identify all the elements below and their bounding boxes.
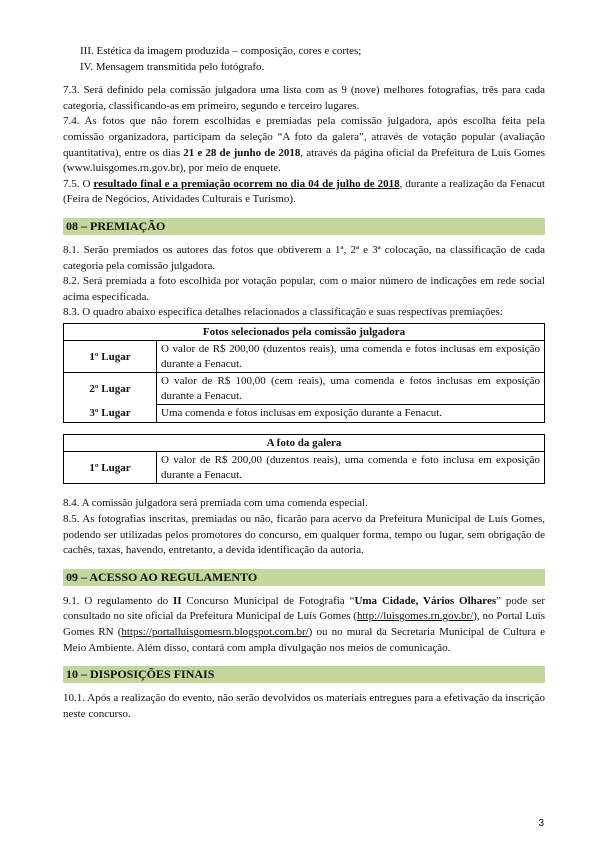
place-label: 3º Lugar [64, 405, 157, 423]
paragraph-8-5: 8.5. As fotografias inscritas, premiadas ou não, ficarão para acervo da Prefeitura Municipal de Luís Gomes, podendo ser utilizadas pelos promotores do concurso, em qualquer forma, tempo ou lugar, sem obrigação de cachês, taxas, havendo, entretanto, a devida identificação da autoria. [63, 513, 545, 557]
table-row [64, 341, 545, 373]
paragraph-10-1: 10.1. Após a realização do evento, não serão devolvidos os materiais entregues para a efetivação da inscrição neste concurso. [63, 692, 545, 720]
prize-table-title: A foto da galera [64, 434, 545, 452]
section-heading-acesso: 09 – ACESSO AO REGULAMENTO [63, 569, 545, 586]
paragraph-8-4: 8.4. A comissão julgadora será premiada com uma comenda especial. [63, 497, 368, 510]
paragraph-8-2: 8.2. Será premiada a foto escolhida por votação popular, com o maior número de indicações em rede social acima especificada. [63, 275, 545, 303]
paragraph-7-3: 7.3. Será definido pela comissão julgadora uma lista com as 9 (nove) melhores fotografias, três para cada categoria, classificando-as em primeiro, segundo e terceiro lugares. [63, 84, 545, 112]
table-row [64, 373, 545, 405]
criterion-iii: III. Estética da imagem produzida – composição, cores e cortes; [80, 45, 362, 57]
document-page [63, 44, 545, 722]
site-link[interactable]: http://luisgomes.rn.gov.br/ [356, 610, 474, 623]
place-label: 1º Lugar [64, 341, 157, 373]
section-heading-disposicoes: 10 – DISPOSIÇÕES FINAIS [63, 666, 545, 683]
prize-text: O valor de R$ 200,00 (duzentos reais), uma comenda e foto inclusa em exposição durante a Fenacut. [157, 452, 545, 484]
prize-table-galera [63, 434, 545, 485]
portal-link[interactable]: https://portalluisgomesrn.blogspot.com.br/ [121, 625, 309, 638]
place-label: 2º Lugar [64, 373, 157, 405]
criterion-iv: IV. Mensagem transmitida pelo fotógrafo. [80, 60, 265, 73]
prize-text: O valor de R$ 200,00 (duzentos reais), uma comenda e fotos inclusas em exposição durante a Fenacut. [157, 341, 545, 373]
paragraph-8-3: 8.3. O quadro abaixo especifica detalhes relacionados a classificação e suas respectivas premiações: [63, 306, 503, 319]
paragraph-7-5: 7.5. O resultado final e a premiação ocorrem no dia 04 de julho de 2018, durante a realização da Fenacut (Feira de Negócios, Atividades Culturais e Turismo). [63, 177, 545, 206]
prize-table-title: Fotos selecionados pela comissão julgadora [64, 323, 545, 341]
table-row [64, 405, 545, 423]
table-row [64, 452, 545, 484]
prize-text: Uma comenda e fotos inclusas em exposição durante a Fenacut. [157, 405, 545, 423]
paragraph-7-4: 7.4. As fotos que não forem escolhidas e premiadas pela comissão julgadora, após escolha feita pela comissão organizadora, participam da seleção “A foto da galera”, através de votação popular (avaliação quantitativa), entre os dias 21 e 28 de junho de 2018, através da página oficial da Prefeitura de Luís Gomes (www.luisgomes.rn.gov.br), por meio de enquete. [63, 115, 546, 175]
page-number: 3 [538, 818, 544, 829]
paragraph-9-1: 9.1. O regulamento do II Concurso Municipal de Fotografia “Uma Cidade, Vários Olhares” pode ser consultado no site oficial da Prefeitura Municipal de Luís Gomes (http://luisgomes.rn.gov.br/), no Portal Luís Gomes RN (https://portalluisgomesrn.blogspot.com.br/) ou no mural da Secretaria Municipal de Cultura e Meio Ambiente. Além disso, contará com ampla divulgação nos meios de comunicação. [63, 594, 546, 654]
section-heading-premiacao: 08 – PREMIAÇÃO [63, 218, 545, 235]
paragraph-8-1: 8.1. Serão premiados os autores das fotos que obtiverem a 1ª, 2ª e 3ª colocação, na classificação de cada categoria pela comissão julgadora. [63, 243, 545, 272]
place-label: 1º Lugar [64, 452, 157, 484]
prize-text: O valor de R$ 100,00 (cem reais), uma comenda e fotos inclusas em exposição durante a Fenacut. [157, 373, 545, 405]
prize-table-jury [63, 323, 545, 423]
